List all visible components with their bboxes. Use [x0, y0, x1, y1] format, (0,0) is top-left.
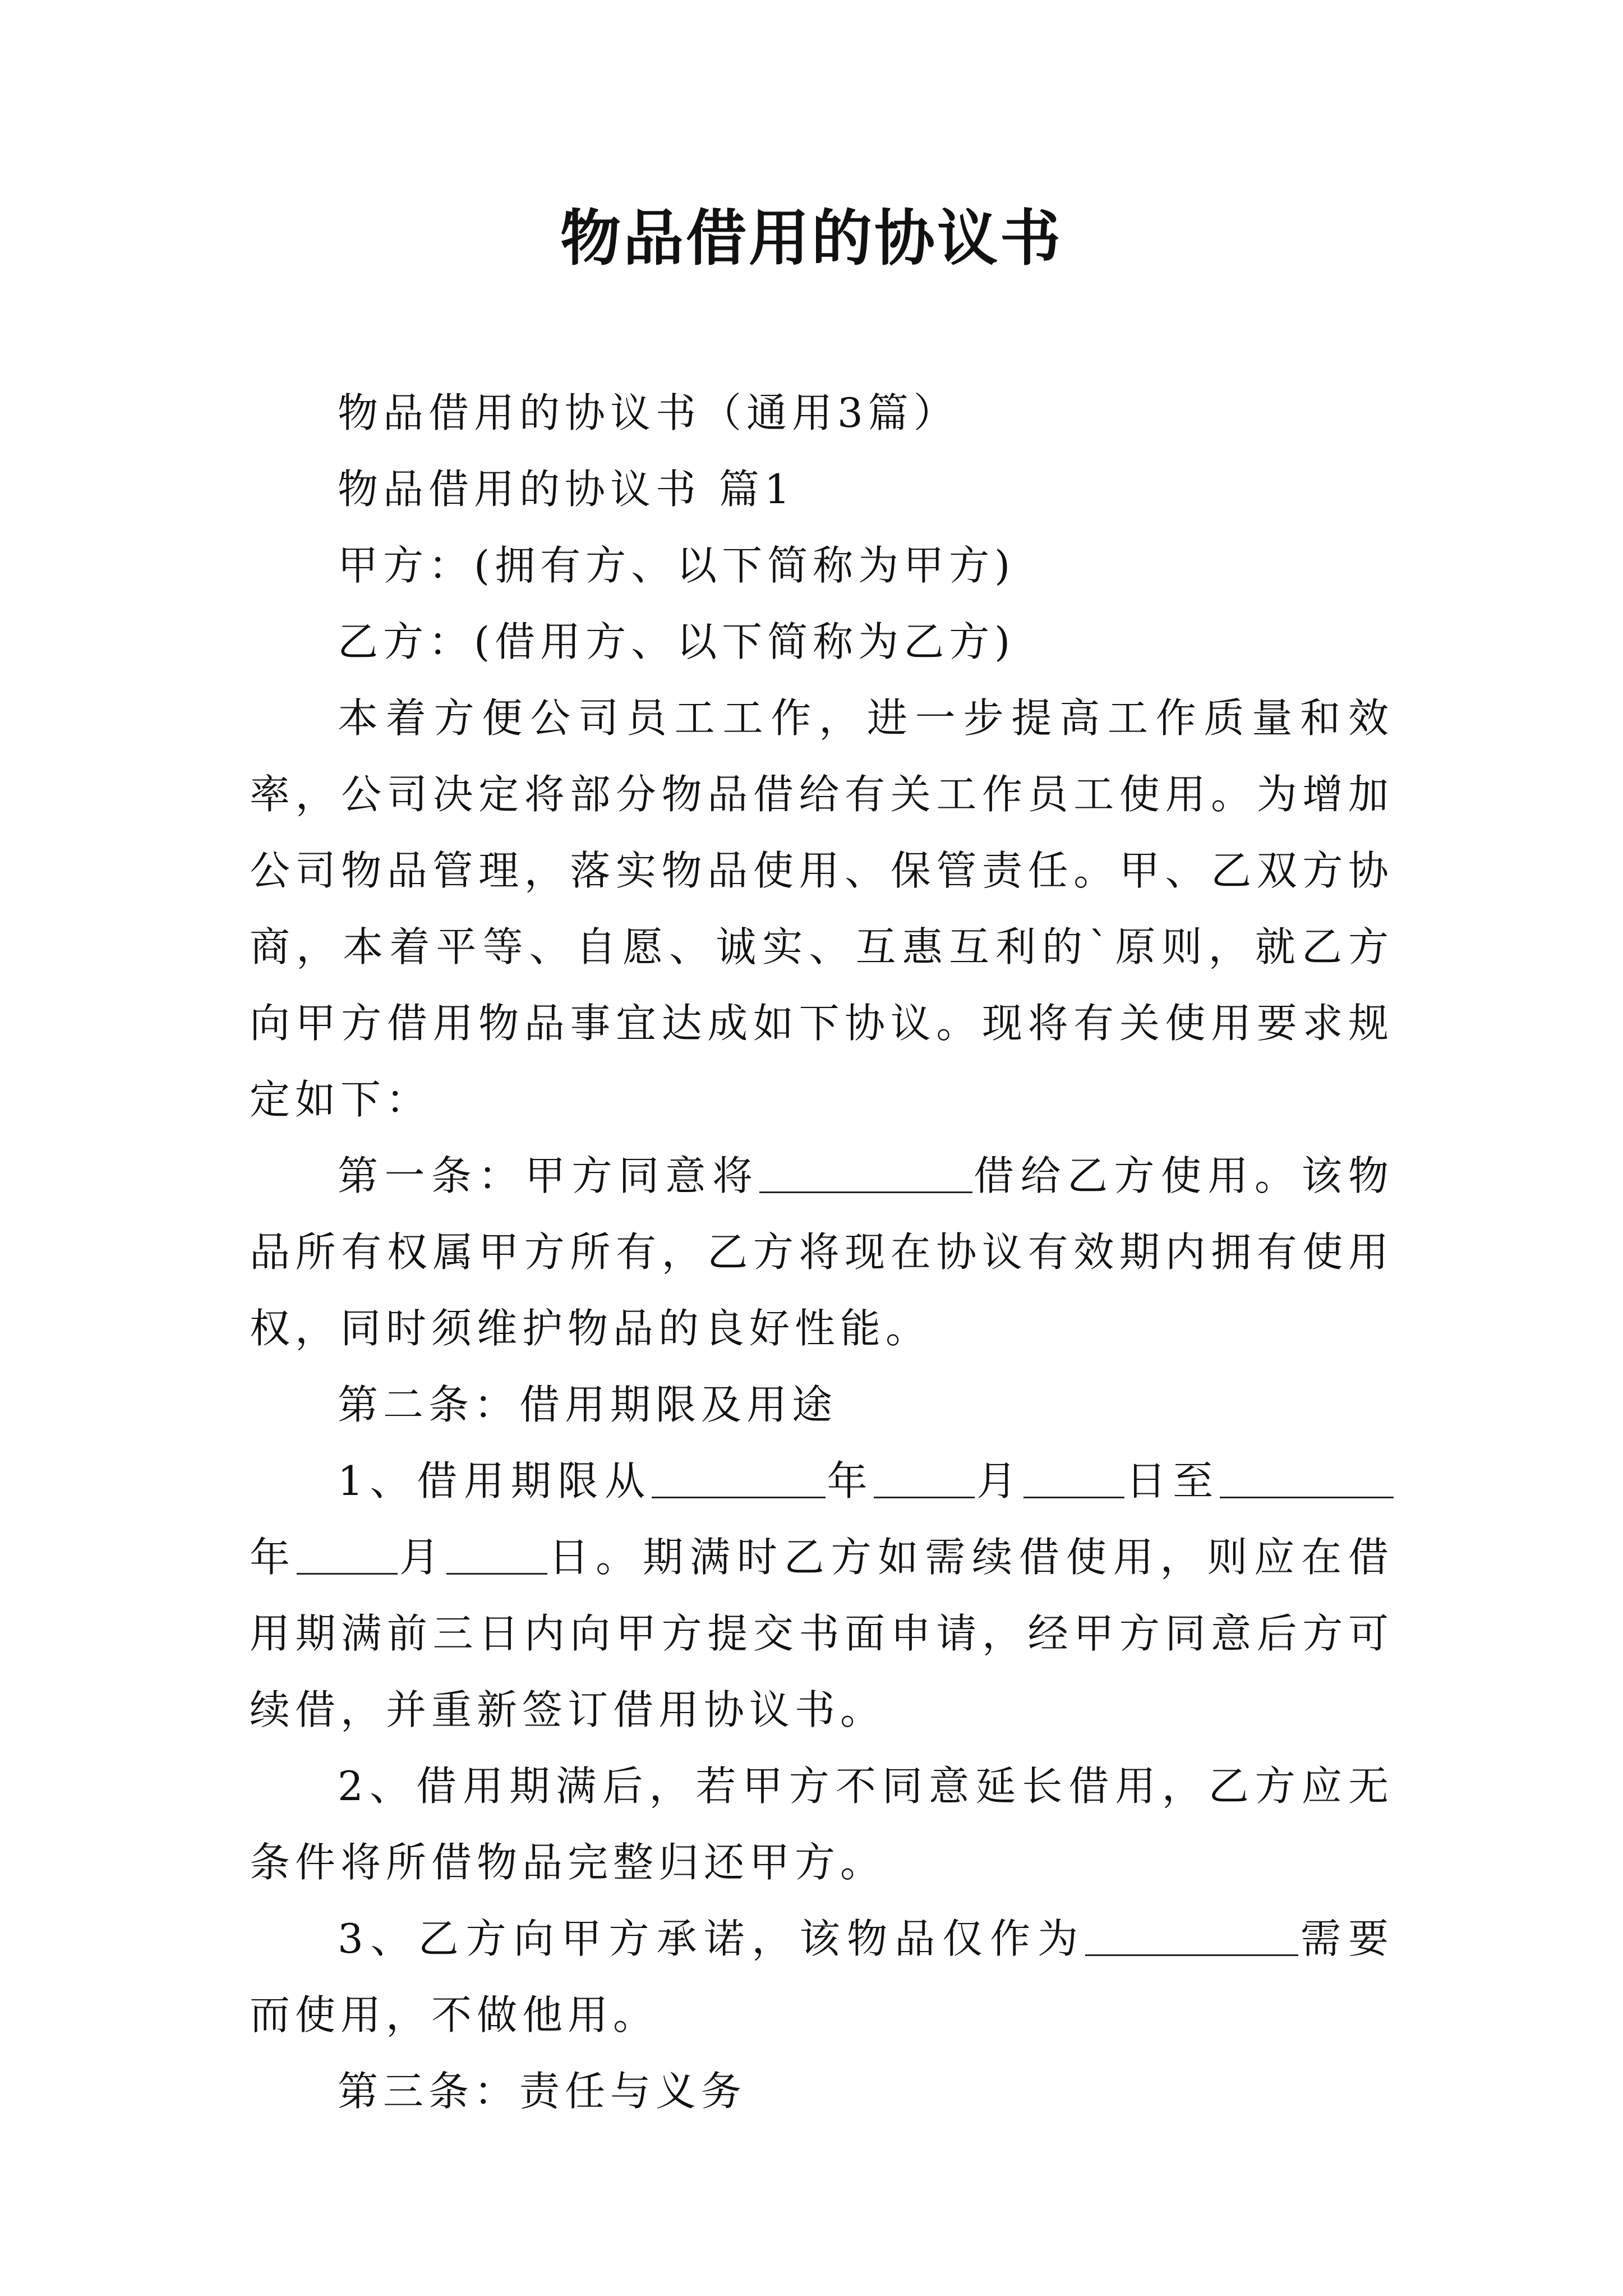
article-1-lead: 第一条：甲方同意将 — [338, 1152, 759, 1199]
clause-2: 2、借用期满后，若甲方不同意延长借用，乙方应无条件将所借物品完整归还甲方。 — [250, 1763, 1394, 1886]
subtitle: 物品借用的协议书（通用3篇） — [338, 389, 959, 436]
clause-3-rest: 需要而使用，不做他用。 — [250, 1915, 1394, 2039]
party-a: 甲方：(拥有方、以下简称为甲方) — [338, 542, 1016, 589]
clause-3 — [250, 1901, 1394, 2053]
document-body — [250, 375, 1394, 2129]
end-day-blank — [446, 1535, 547, 1575]
article-3-title: 第三条：责任与义务 — [338, 2068, 747, 2115]
clause-1-rest: 日。期满时乙方如需续借使用，则应在借用期满前三日内向甲方提交书面申请，经甲方同意后方可续借，并重新签订借用协议书。 — [250, 1534, 1394, 1733]
party-b: 乙方：(借用方、以下简称为乙方) — [338, 618, 1016, 665]
clause-3-lead: 3、乙方向甲方承诺，该物品仅作为 — [338, 1915, 1086, 1962]
article-1-rest: 借给乙方使用。该物品所有权属甲方所有，乙方将现在协议有效期内拥有使用权，同时须维护物品的良好性能。 — [250, 1152, 1394, 1352]
start-year-blank — [652, 1458, 826, 1498]
start-month-blank — [874, 1458, 975, 1498]
end-year-blank — [1220, 1458, 1394, 1498]
item-blank — [759, 1153, 972, 1193]
clause-1-year1: 年 — [825, 1457, 874, 1504]
clause-1-lead: 1、借用期限从 — [338, 1457, 652, 1504]
clause-1-year2: 年 — [250, 1534, 297, 1581]
end-month-blank — [297, 1535, 398, 1575]
clause-1-month1: 月 — [975, 1457, 1023, 1504]
document-title: 物品借用的协议书 — [560, 203, 1063, 274]
clause-1 — [250, 1443, 1394, 1748]
clause-1-day1: 日至 — [1124, 1457, 1220, 1504]
start-day-blank — [1023, 1458, 1124, 1498]
intro-paragraph: 本着方便公司员工工作，进一步提高工作质量和效率，公司决定将部分物品借给有关工作员工使用。为增加公司物品管理，落实物品使用、保管责任。甲、乙双方协商，本着平等、自愿、诚实、互惠互利的`原则，就乙方向甲方借用物品事宜达成如下协议。现将有关使用要求规定如下： — [250, 694, 1394, 1123]
article-1 — [250, 1138, 1394, 1366]
purpose-blank — [1085, 1916, 1298, 1956]
section-heading: 物品借用的协议书 篇1 — [338, 466, 795, 513]
article-2-title: 第二条：借用期限及用途 — [338, 1381, 838, 1428]
clause-1-month2: 月 — [397, 1534, 446, 1581]
